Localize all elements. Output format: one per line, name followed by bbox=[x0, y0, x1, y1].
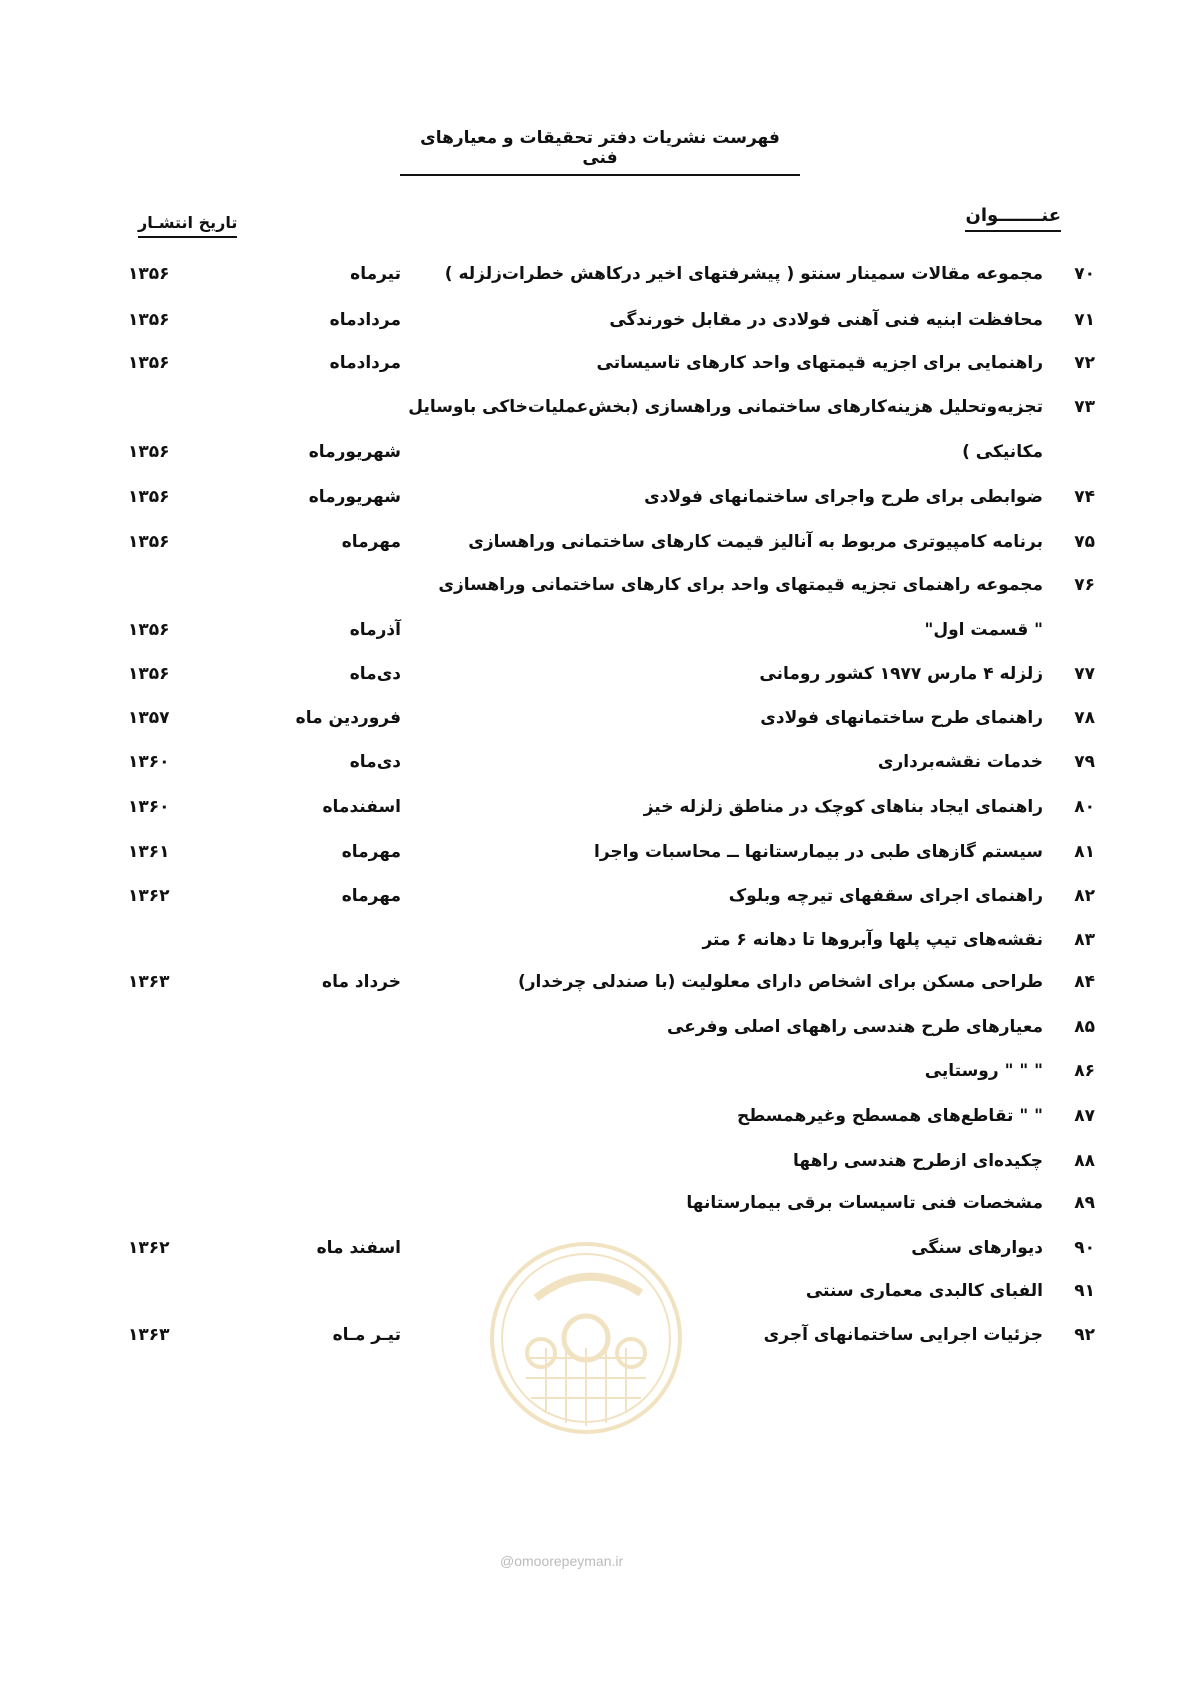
list-item bbox=[0, 750, 1191, 780]
item-number: ۸۰ bbox=[1074, 797, 1095, 817]
list-item bbox=[0, 1059, 1191, 1089]
list-item bbox=[0, 618, 1191, 648]
item-number: ۸۵ bbox=[1074, 1017, 1095, 1037]
item-month: مهرماه bbox=[341, 532, 401, 552]
list-item bbox=[0, 884, 1191, 914]
item-number: ۹۲ bbox=[1074, 1325, 1095, 1345]
item-title: تجزیه‌وتحلیل هزینه‌کارهای ساختمانی وراهسازی (بخش‌عملیات‌خاکی باوسایل bbox=[408, 397, 1043, 417]
item-title: طراحی مسکن برای اشخاص دارای معلولیت (با صندلی چرخدار) bbox=[517, 972, 1043, 992]
item-title: جزئیات اجرایی ساختمانهای آجری bbox=[763, 1325, 1043, 1345]
item-title: ضوابطی برای طرح واجرای ساختمانهای فولادی bbox=[644, 487, 1043, 507]
watermark-url: @omoorepeyman.ir bbox=[500, 1553, 624, 1569]
item-year: ۱۳۵۶ bbox=[128, 310, 170, 330]
item-number: ۷۶ bbox=[1074, 575, 1095, 595]
item-number: ۸۱ bbox=[1074, 842, 1095, 862]
item-title: معیارهای طرح هندسی راههای اصلی وفرعی bbox=[667, 1017, 1043, 1037]
list-item bbox=[0, 573, 1191, 603]
item-year: ۱۳۶۰ bbox=[128, 797, 170, 817]
item-title: " " تقاطع‌های همسطح وغیرهمسطح bbox=[736, 1106, 1043, 1126]
item-title: دیوارهای سنگی bbox=[911, 1238, 1043, 1258]
item-title: چکیده‌ای ازطرح هندسی راهها bbox=[792, 1151, 1043, 1171]
column-header-title: عنـــــــوان bbox=[965, 205, 1061, 232]
item-title: محافظت ابنیه فنی آهنی فولادی در مقابل خورندگی bbox=[609, 310, 1043, 330]
item-month: خرداد ماه bbox=[322, 972, 401, 992]
item-month: مردادماه bbox=[329, 310, 401, 330]
list-item bbox=[0, 395, 1191, 425]
item-title: راهنمای ایجاد بناهای کوچک در مناطق زلزله خیز bbox=[643, 797, 1043, 817]
item-number: ۸۳ bbox=[1074, 930, 1095, 950]
list-item bbox=[0, 1104, 1191, 1134]
item-title: مکانیکی ) bbox=[962, 442, 1043, 462]
item-year: ۱۳۶۲ bbox=[128, 886, 170, 906]
list-item bbox=[0, 706, 1191, 736]
item-number: ۹۱ bbox=[1074, 1281, 1095, 1301]
list-item bbox=[0, 1191, 1191, 1221]
list-item bbox=[0, 351, 1191, 381]
item-number: ۷۵ bbox=[1074, 532, 1095, 552]
list-item bbox=[0, 970, 1191, 1000]
item-month: فروردین ماه bbox=[295, 708, 401, 728]
item-title: الفبای کالبدی معماری سنتی bbox=[805, 1281, 1043, 1301]
item-number: ۷۷ bbox=[1074, 664, 1095, 684]
item-month: دی‌ماه bbox=[349, 752, 401, 772]
list-item bbox=[0, 262, 1191, 292]
item-month: اسفند ماه bbox=[316, 1238, 401, 1258]
item-number: ۷۳ bbox=[1074, 397, 1095, 417]
item-month: تیـر مـاه bbox=[332, 1325, 401, 1345]
list-item bbox=[0, 840, 1191, 870]
item-title: " " " روستایی bbox=[924, 1061, 1043, 1081]
item-number: ۷۴ bbox=[1074, 487, 1095, 507]
item-title: نقشه‌های تیپ پلها وآبروها تا دهانه ۶ متر bbox=[702, 930, 1043, 950]
item-number: ۸۷ bbox=[1074, 1106, 1095, 1126]
list-item bbox=[0, 662, 1191, 692]
item-year: ۱۳۶۳ bbox=[128, 1325, 170, 1345]
list-item bbox=[0, 440, 1191, 470]
item-number: ۸۴ bbox=[1074, 972, 1095, 992]
item-year: ۱۳۵۷ bbox=[128, 708, 170, 728]
item-year: ۱۳۵۶ bbox=[128, 532, 170, 552]
item-title: مجموعه راهنمای تجزیه قیمتهای واحد برای کارهای ساختمانی وراهسازی bbox=[438, 575, 1043, 595]
item-title: مشخصات فنی تاسیسات برقی بیمارستانها bbox=[686, 1193, 1043, 1213]
list-item bbox=[0, 485, 1191, 515]
item-title: " قسمت اول" bbox=[924, 620, 1043, 640]
item-title: زلزله ۴ مارس ۱۹۷۷ کشور رومانی bbox=[759, 664, 1043, 684]
item-year: ۱۳۵۶ bbox=[128, 353, 170, 373]
item-month: دی‌ماه bbox=[349, 664, 401, 684]
list-item bbox=[0, 530, 1191, 560]
item-number: ۸۲ bbox=[1074, 886, 1095, 906]
item-number: ۷۹ bbox=[1074, 752, 1095, 772]
list-item bbox=[0, 1149, 1191, 1179]
item-title: مجموعه مقالات سمینار سنتو ( پیشرفتهای اخیر درکاهش خطرات‌زلزله ) bbox=[444, 264, 1043, 284]
item-year: ۱۳۶۳ bbox=[128, 972, 170, 992]
list-item bbox=[0, 928, 1191, 958]
item-number: ۸۶ bbox=[1074, 1061, 1095, 1081]
item-year: ۱۳۶۱ bbox=[128, 842, 170, 862]
item-month: شهریورماه bbox=[308, 442, 401, 462]
item-number: ۷۸ bbox=[1074, 708, 1095, 728]
item-year: ۱۳۵۶ bbox=[128, 620, 170, 640]
item-number: ۸۹ bbox=[1074, 1193, 1095, 1213]
item-title: خدمات نقشه‌برداری bbox=[877, 752, 1043, 772]
item-year: ۱۳۶۲ bbox=[128, 1238, 170, 1258]
item-year: ۱۳۶۰ bbox=[128, 752, 170, 772]
item-month: اسفندماه bbox=[322, 797, 401, 817]
item-year: ۱۳۵۶ bbox=[128, 264, 170, 284]
item-year: ۱۳۵۶ bbox=[128, 487, 170, 507]
page-title: فهرست نشریات دفتر تحقیقات و معیارهای فنی bbox=[400, 128, 800, 176]
item-number: ۷۱ bbox=[1074, 310, 1095, 330]
item-month: آذرماه bbox=[349, 620, 401, 640]
item-month: مهرماه bbox=[341, 842, 401, 862]
item-title: راهنمای اجرای سقفهای تیرچه وبلوک bbox=[728, 886, 1043, 906]
list-item bbox=[0, 1015, 1191, 1045]
item-number: ۷۲ bbox=[1074, 353, 1095, 373]
item-month: مردادماه bbox=[329, 353, 401, 373]
item-title: راهنمایی برای اجزیه قیمتهای واحد کارهای تاسیساتی bbox=[596, 353, 1043, 373]
column-header-date: تاریخ انتشـار bbox=[138, 213, 237, 238]
watermark-stamp-icon bbox=[486, 1238, 686, 1438]
item-number: ۹۰ bbox=[1074, 1238, 1095, 1258]
item-number: ۸۸ bbox=[1074, 1151, 1095, 1171]
item-year: ۱۳۵۶ bbox=[128, 442, 170, 462]
item-month: تیرماه bbox=[350, 264, 401, 284]
item-title: برنامه کامپیوتری مربوط به آنالیز قیمت کارهای ساختمانی وراهسازی bbox=[468, 532, 1043, 552]
item-year: ۱۳۵۶ bbox=[128, 664, 170, 684]
item-month: مهرماه bbox=[341, 886, 401, 906]
list-item bbox=[0, 308, 1191, 338]
item-number: ۷۰ bbox=[1074, 264, 1095, 284]
item-title: راهنمای طرح ساختمانهای فولادی bbox=[760, 708, 1043, 728]
item-title: سیستم گازهای طبی در بیمارستانها ــ محاسبات واجرا bbox=[594, 842, 1043, 862]
item-month: شهریورماه bbox=[308, 487, 401, 507]
list-item bbox=[0, 795, 1191, 825]
